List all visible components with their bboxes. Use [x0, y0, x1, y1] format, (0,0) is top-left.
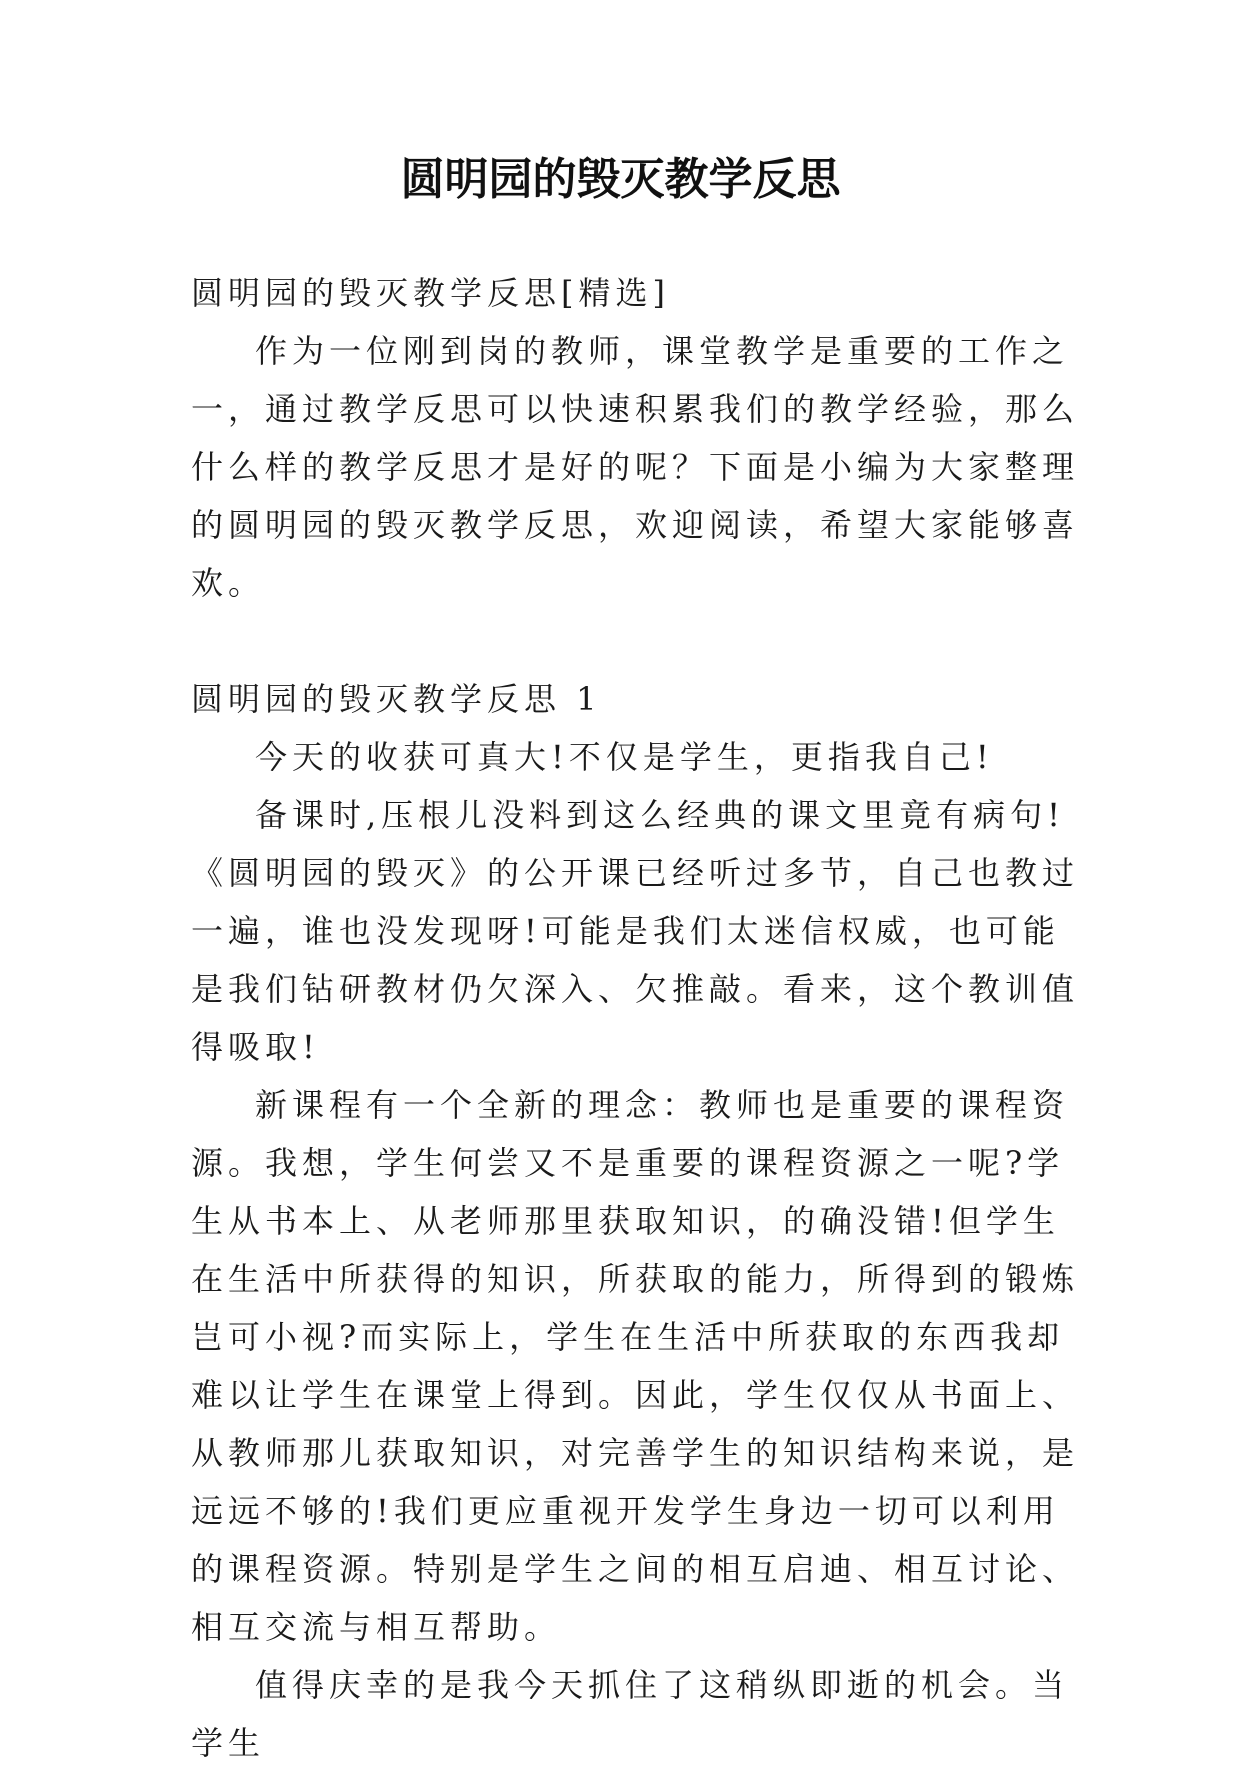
- page-title: 圆明园的毁灭教学反思: [400, 154, 841, 205]
- paragraph: 新课程有一个全新的理念：教师也是重要的课程资源。我想，学生何尝又不是重要的课程资源之一呢?学生从书本上、从老师那里获取知识，的确没错!但学生在生活中所获得的知识，所获取的能力，所得到的锻炼岂可小视?而实际上，学生在生活中所获取的东西我却难以让学生在课堂上得到。因此，学生仅仅从书面上、从教师那儿获取知识，对完善学生的知识结构来说，是远远不够的!我们更应重视开发学生身边一切可以利用的课程资源。特别是学生之间的相互启迪、相互讨论、相互交流与相互帮助。: [191, 1086, 1080, 1646]
- document-body: [191, 264, 1091, 1772]
- paragraph: 备课时,压根儿没料到这么经典的课文里竟有病句!《圆明园的毁灭》的公开课已经听过多节，自己也教过一遍，谁也没发现呀!可能是我们太迷信权威，也可能是我们钻研教材仍欠深入、欠推敲。看来，这个教训值得吸取!: [191, 796, 1080, 1066]
- paragraph: 值得庆幸的是我今天抓住了这稍纵即逝的机会。当学生: [191, 1666, 1070, 1762]
- intro-heading: 圆明园的毁灭教学反思[精选]: [191, 274, 670, 312]
- intro-paragraph: 作为一位刚到岗的教师，课堂教学是重要的工作之一，通过教学反思可以快速积累我们的教学经验，那么什么样的教学反思才是好的呢？下面是小编为大家整理的圆明园的毁灭教学反思，欢迎阅读，希望大家能够喜欢。: [191, 332, 1080, 602]
- section-gap: [191, 612, 1091, 670]
- section-heading: 圆明园的毁灭教学反思 1: [191, 680, 602, 718]
- paragraph: 今天的收获可真大!不仅是学生，更指我自己!: [255, 738, 994, 776]
